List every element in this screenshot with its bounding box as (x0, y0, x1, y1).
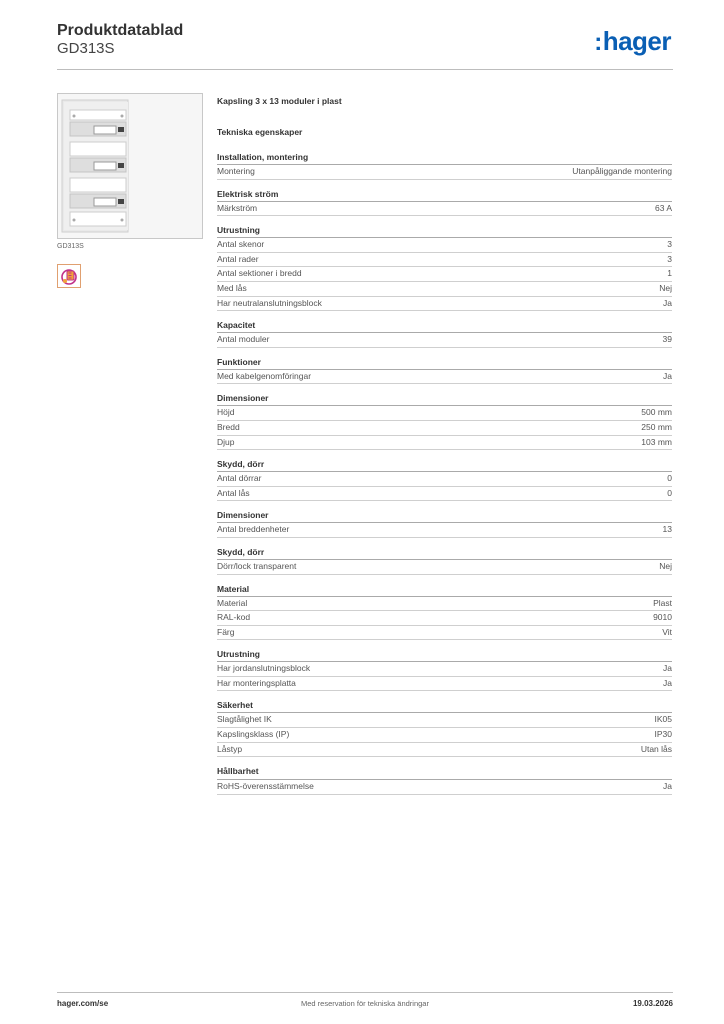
spec-group (217, 392, 672, 450)
spec-group (217, 319, 672, 348)
footer-date: 19.03.2026 (632, 999, 673, 1008)
spec-value: Ja (663, 663, 672, 674)
spec-row (217, 253, 672, 268)
spec-label: Antal moduler (217, 334, 270, 345)
spec-group (217, 458, 672, 501)
group-title: Material (217, 583, 672, 597)
spec-row (217, 165, 672, 180)
spec-group (217, 509, 672, 538)
spec-row (217, 406, 672, 421)
recycling-badge-icon (57, 264, 81, 288)
spec-row (217, 780, 672, 795)
spec-label: Höjd (217, 407, 235, 418)
spec-value: 0 (667, 473, 672, 484)
spec-value: Ja (663, 677, 672, 688)
product-code: GD313S (57, 40, 115, 57)
spec-value: Utan lås (640, 743, 672, 754)
group-title: Installation, montering (217, 151, 672, 165)
spec-row (217, 743, 672, 758)
group-title: Dimensioner (217, 392, 672, 406)
spec-row (217, 677, 672, 692)
specifications (217, 96, 672, 795)
spec-row (217, 202, 672, 217)
spec-row (217, 487, 672, 502)
spec-group (217, 765, 672, 795)
spec-row (217, 421, 672, 436)
spec-label: RAL-kod (217, 612, 251, 623)
spec-row (217, 472, 672, 487)
spec-row (217, 436, 672, 451)
group-title: Utrustning (217, 224, 672, 238)
spec-value: Plast (653, 597, 672, 608)
spec-row (217, 662, 672, 677)
spec-label: Bredd (217, 421, 240, 432)
group-title: Funktioner (217, 356, 672, 370)
spec-row (217, 267, 672, 282)
spec-group (217, 648, 672, 691)
spec-value: Nej (659, 282, 672, 293)
spec-value: 103 mm (641, 436, 672, 447)
spec-row (217, 713, 672, 728)
spec-group (217, 151, 672, 180)
spec-label: Har monteringsplatta (217, 677, 296, 688)
logo-text: hager (602, 26, 671, 56)
spec-group (217, 583, 672, 641)
spec-row (217, 597, 672, 612)
spec-label: Djup (217, 436, 235, 447)
spec-label: Antal sektioner i bredd (217, 268, 302, 279)
group-title: Kapacitet (217, 319, 672, 333)
spec-label: Montering (217, 166, 255, 176)
group-title: Skydd, dörr (217, 458, 672, 472)
logo-colon: : (594, 29, 602, 56)
group-title: Säkerhet (217, 699, 672, 713)
product-name: Kapsling 3 x 13 moduler i plast (217, 96, 342, 106)
page-footer (57, 992, 673, 1017)
group-title: Utrustning (217, 648, 672, 662)
spec-groups (217, 151, 672, 795)
spec-label: Material (217, 597, 248, 608)
spec-value: Ja (663, 297, 672, 308)
spec-label: Med kabelgenomföringar (217, 370, 312, 381)
spec-value: 63 A (654, 202, 672, 213)
footer-url[interactable]: hager.com/se (57, 999, 109, 1008)
group-title: Elektrisk ström (217, 188, 672, 202)
spec-label: Kapslingsklass (IP) (217, 729, 290, 740)
spec-value: 39 (662, 334, 672, 345)
spec-group (217, 356, 672, 385)
group-title: Dimensioner (217, 509, 672, 523)
product-image (57, 93, 203, 239)
spec-label: Antal lås (217, 487, 250, 498)
spec-label: Dörr/lock transparent (217, 560, 297, 571)
spec-value: Ja (663, 370, 672, 381)
spec-value: 13 (662, 524, 672, 535)
spec-value: IK05 (654, 714, 672, 725)
spec-value: 250 mm (641, 421, 672, 432)
spec-label: Antal rader (217, 253, 259, 264)
spec-group (217, 546, 672, 575)
page-header (57, 20, 673, 70)
spec-value: 3 (667, 239, 672, 250)
spec-value: 3 (667, 253, 672, 264)
spec-row (217, 370, 672, 385)
spec-label: Har neutralanslutningsblock (217, 297, 322, 308)
spec-group (217, 699, 672, 757)
spec-value: Vit (662, 626, 672, 637)
spec-value: Utanpåliggande montering (572, 166, 672, 176)
spec-label: Färg (217, 626, 235, 637)
spec-label: Låstyp (217, 743, 243, 754)
spec-label: Med lås (217, 282, 247, 293)
spec-row (217, 297, 672, 312)
spec-value: 9010 (653, 612, 672, 623)
spec-group (217, 188, 672, 217)
spec-label: RoHS-överensstämmelse (217, 781, 314, 792)
spec-label: Märkström (217, 202, 258, 213)
spec-label: Antal skenor (217, 239, 265, 250)
spec-label: Antal dörrar (217, 473, 262, 484)
enclosure-illustration-icon (58, 94, 202, 238)
spec-group (217, 224, 672, 311)
spec-row (217, 560, 672, 575)
spec-row (217, 282, 672, 297)
hager-logo (594, 26, 671, 57)
spec-value: 500 mm (641, 407, 672, 418)
spec-row (217, 611, 672, 626)
spec-label: Antal breddenheter (217, 524, 290, 535)
spec-row (217, 626, 672, 641)
section-heading: Tekniska egenskaper (217, 127, 303, 137)
spec-value: Ja (663, 781, 672, 792)
spec-label: Slagtålighet IK (217, 714, 272, 725)
spec-value: 0 (667, 487, 672, 498)
group-title: Skydd, dörr (217, 546, 672, 560)
footer-note: Med reservation för tekniska ändringar (301, 999, 429, 1008)
spec-value: 1 (667, 268, 672, 279)
spec-row (217, 523, 672, 538)
spec-row (217, 238, 672, 253)
spec-row (217, 728, 672, 743)
spec-row (217, 333, 672, 348)
spec-value: Nej (659, 560, 672, 571)
image-caption: GD313S (57, 243, 84, 250)
document-title: Produktdatablad (57, 22, 184, 39)
spec-label: Har jordanslutningsblock (217, 663, 311, 674)
spec-value: IP30 (654, 729, 672, 740)
group-title: Hållbarhet (217, 765, 672, 780)
